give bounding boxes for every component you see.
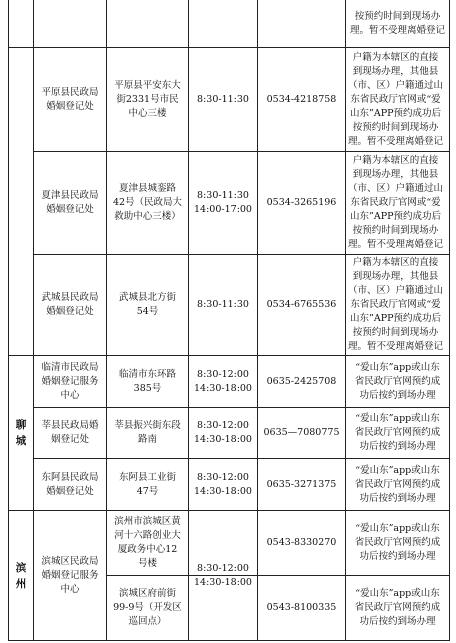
office-note: “爱山东”app或山东 省民政厅官网预约成 功后按约到场办理	[354, 523, 441, 562]
office-note: 户籍为本辖区的直接 到现场办理，其他县 （市、区）户籍通过山 东省民政厅官网或“爱 山东”APP预约成功后 按预约时间到现场办 理。暂不受理离婚登记	[348, 155, 444, 250]
office-hours: 8:30-12:00 14:30-18:00	[194, 562, 252, 588]
office-address: 平原县平安东大 街2331号市民 中心三楼	[114, 79, 181, 119]
office-phone: 0534-3265196	[266, 197, 337, 208]
office-note: 户籍为本辖区的直接 到现场办理，其他县 （市、区）户籍通过山 东省民政厅官网或“爱 山东”APP预约成功后 按预约时间到现场办 理。暂不受理离婚登记	[348, 257, 444, 352]
office-note: “爱山东”app或山东 省民政厅官网预约成 功后按约到场办理	[354, 361, 441, 401]
office-phone: 0534-4218758	[266, 93, 337, 105]
office-address: 武城县北方街 54号	[118, 292, 176, 317]
office-hours: 8:30-12:00 14:30-18:00	[194, 471, 252, 497]
office-address: 莘县振兴街东段 路南	[114, 420, 181, 445]
office-note: “爱山东”app或山东 省民政厅官网预约成 功后按约到场办理	[354, 588, 441, 627]
office-phone: 0635-3271375	[266, 478, 337, 490]
office-name: 莘县民政局婚 姻登记处	[41, 420, 99, 445]
office-phone: 0635-2425708	[266, 375, 337, 387]
office-name: 东阿县民政局 婚姻登记处	[41, 471, 99, 497]
office-note: 户籍为本辖区的直接 到现场办理，其他县 （市、区）户籍通过山 东省民政厅官网或“爱 山东”APP预约成功后 按预约时间到现场办 理。暂不受理离婚登记	[348, 51, 444, 147]
office-note: “爱山东”app或山东 省民政厅官网预约成 功后按约到场办理	[354, 413, 441, 452]
office-address: 东阿县工业街 47号	[118, 471, 176, 497]
office-address: 滨州市滨城区黄 河十六路创业大 厦政务中心12 号楼	[114, 516, 181, 569]
office-hours: 8:30-12:00 14:30-18:00	[194, 420, 252, 445]
office-phone: 0543-8100335	[266, 602, 337, 613]
office-phone: 0635—7080775	[263, 427, 340, 438]
office-hours: 8:30-11:30	[197, 93, 249, 105]
office-name: 临清市民政局 婚姻登记服务 中心	[41, 361, 99, 401]
office-hours: 8:30-12:00 14:30-18:00	[194, 368, 252, 394]
office-name: 滨城区民政局 婚姻登记服务 中心	[41, 555, 99, 595]
office-name: 平原县民政局 婚姻登记处	[41, 86, 99, 112]
office-name: 夏津县民政局 婚姻登记处	[41, 190, 99, 215]
office-address: 滨城区府前街 99-9号（开发区 巡回点）	[113, 588, 182, 627]
office-note: “爱山东”app或山东 省民政厅官网预约成 功后按约到场办理	[354, 464, 441, 504]
office-address: 临清市东环路 385号	[118, 368, 176, 394]
office-hours: 8:30-11:30 14:00-17:00	[194, 190, 252, 215]
table-row-note: 按预约时间到现场办理。暂不受理离婚登记	[349, 10, 445, 36]
office-name: 武城县民政局 婚姻登记处	[41, 292, 99, 317]
office-hours: 8:30-11:30	[197, 299, 249, 310]
city-liaocheng: 聊 城	[15, 419, 27, 447]
city-binzhou: 滨 州	[15, 561, 27, 590]
office-address: 夏津县城銮路 42号（民政局大 救助中心三楼）	[112, 183, 183, 222]
office-phone: 0543-8330270	[266, 537, 337, 548]
office-phone: 0534-6765536	[266, 299, 337, 310]
